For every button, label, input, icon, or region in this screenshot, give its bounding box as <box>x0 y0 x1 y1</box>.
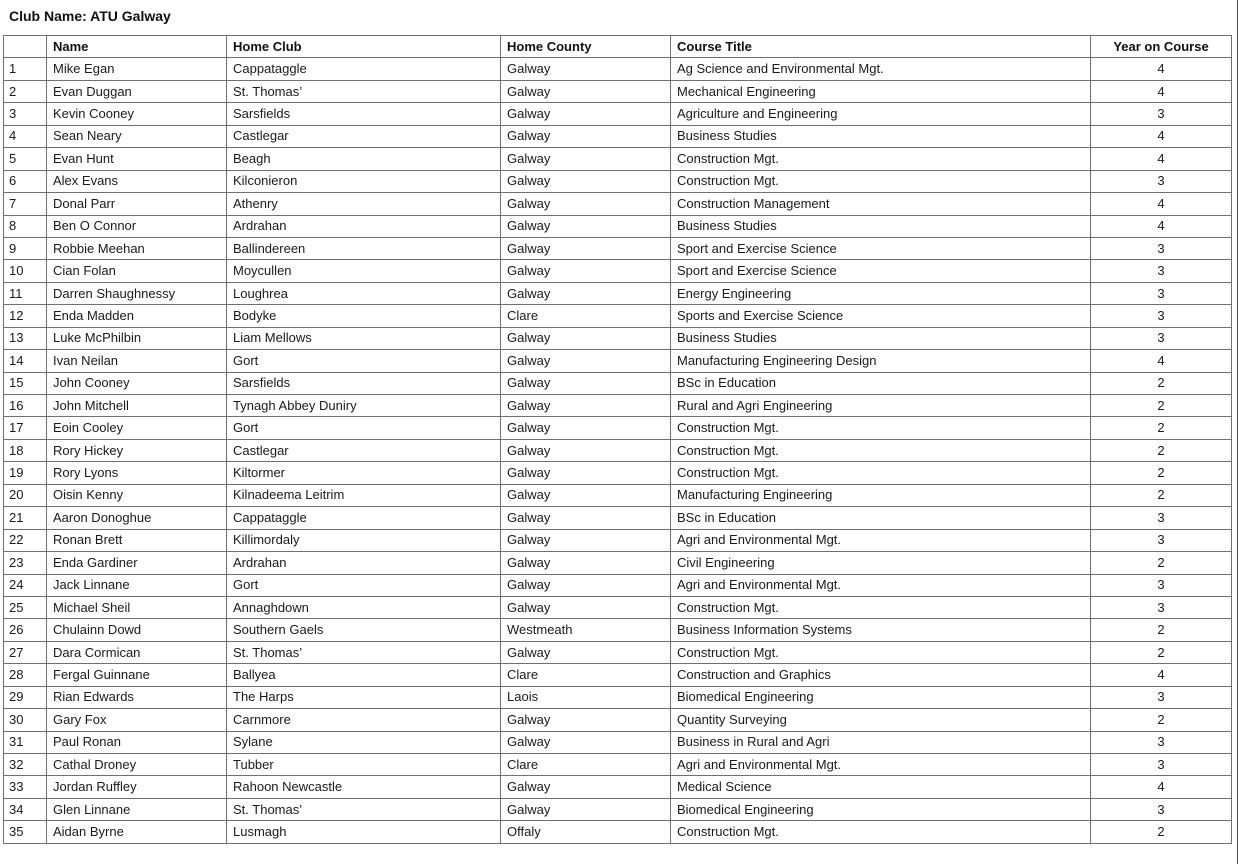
table-row <box>4 103 1232 125</box>
year-on-course-cell: 3 <box>1091 305 1232 327</box>
home-club-cell: Sylane <box>227 731 501 753</box>
course-title-cell: Business Information Systems <box>671 619 1091 641</box>
player-name-cell: Alex Evans <box>47 170 227 192</box>
home-county-cell: Galway <box>501 237 671 259</box>
home-club-cell: Cappataggle <box>227 507 501 529</box>
table-row <box>4 237 1232 259</box>
table-row <box>4 596 1232 618</box>
table-row <box>4 215 1232 237</box>
home-county-cell: Galway <box>501 148 671 170</box>
year-on-course-cell: 3 <box>1091 529 1232 551</box>
player-name-cell: Paul Ronan <box>47 731 227 753</box>
course-title-cell: BSc in Education <box>671 507 1091 529</box>
row-number-cell: 15 <box>4 372 47 394</box>
home-club-cell: St. Thomas’ <box>227 798 501 820</box>
table-row <box>4 709 1232 731</box>
home-county-cell: Galway <box>501 80 671 102</box>
table-row <box>4 170 1232 192</box>
table-row <box>4 417 1232 439</box>
row-number-cell: 10 <box>4 260 47 282</box>
player-name-cell: Dara Cormican <box>47 641 227 663</box>
player-name-cell: Rory Lyons <box>47 462 227 484</box>
table-row <box>4 821 1232 843</box>
home-county-cell: Galway <box>501 103 671 125</box>
table-header <box>4 36 1232 58</box>
course-title-cell: Construction Mgt. <box>671 641 1091 663</box>
course-title-cell: Sport and Exercise Science <box>671 260 1091 282</box>
home-county-cell: Galway <box>501 574 671 596</box>
table-row <box>4 529 1232 551</box>
row-number-cell: 7 <box>4 193 47 215</box>
home-county-cell: Galway <box>501 484 671 506</box>
table-row <box>4 260 1232 282</box>
home-club-cell: Rahoon Newcastle <box>227 776 501 798</box>
table-row <box>4 305 1232 327</box>
home-club-cell: Tubber <box>227 754 501 776</box>
home-county-cell: Galway <box>501 417 671 439</box>
year-on-course-cell: 4 <box>1091 776 1232 798</box>
home-county-cell: Galway <box>501 709 671 731</box>
home-club-cell: Lusmagh <box>227 821 501 843</box>
course-title-cell: Biomedical Engineering <box>671 798 1091 820</box>
row-number-cell: 12 <box>4 305 47 327</box>
player-name-cell: Cian Folan <box>47 260 227 282</box>
player-name-cell: Evan Hunt <box>47 148 227 170</box>
player-name-cell: Ben O Connor <box>47 215 227 237</box>
row-number-cell: 16 <box>4 395 47 417</box>
home-club-cell: Castlegar <box>227 125 501 147</box>
year-on-course-cell: 3 <box>1091 507 1232 529</box>
home-club-cell: Sarsfields <box>227 103 501 125</box>
home-county-cell: Offaly <box>501 821 671 843</box>
home-club-cell: The Harps <box>227 686 501 708</box>
course-title-cell: Construction Mgt. <box>671 821 1091 843</box>
row-number-cell: 26 <box>4 619 47 641</box>
course-title-cell: Construction and Graphics <box>671 664 1091 686</box>
home-club-cell: Annaghdown <box>227 596 501 618</box>
course-title-cell: Energy Engineering <box>671 282 1091 304</box>
player-name-cell: John Mitchell <box>47 395 227 417</box>
row-number-cell: 1 <box>4 58 47 80</box>
course-title-cell: Agriculture and Engineering <box>671 103 1091 125</box>
row-number-cell: 6 <box>4 170 47 192</box>
year-on-course-cell: 2 <box>1091 709 1232 731</box>
table-row <box>4 80 1232 102</box>
year-on-course-cell: 2 <box>1091 439 1232 461</box>
header-row <box>4 36 1232 58</box>
home-club-cell: Carnmore <box>227 709 501 731</box>
row-number-cell: 34 <box>4 798 47 820</box>
home-club-cell: Kilnadeema Leitrim <box>227 484 501 506</box>
year-on-course-cell: 3 <box>1091 327 1232 349</box>
row-number-cell: 8 <box>4 215 47 237</box>
home-county-cell: Galway <box>501 731 671 753</box>
table-row <box>4 686 1232 708</box>
home-club-cell: Ballindereen <box>227 237 501 259</box>
home-club-cell: Loughrea <box>227 282 501 304</box>
row-number-cell: 13 <box>4 327 47 349</box>
year-on-course-cell: 2 <box>1091 462 1232 484</box>
table-row <box>4 395 1232 417</box>
home-county-cell: Clare <box>501 664 671 686</box>
player-name-cell: Luke McPhilbin <box>47 327 227 349</box>
table-row <box>4 574 1232 596</box>
year-on-course-cell: 3 <box>1091 103 1232 125</box>
player-name-cell: Oisin Kenny <box>47 484 227 506</box>
year-on-course-cell: 4 <box>1091 58 1232 80</box>
year-on-course-cell: 3 <box>1091 754 1232 776</box>
home-club-cell: Gort <box>227 417 501 439</box>
row-number-cell: 19 <box>4 462 47 484</box>
player-name-cell: Aaron Donoghue <box>47 507 227 529</box>
player-name-cell: Eoin Cooley <box>47 417 227 439</box>
year-on-course-cell: 2 <box>1091 484 1232 506</box>
home-county-cell: Galway <box>501 193 671 215</box>
table-body <box>4 58 1232 843</box>
page-edge-line <box>1237 0 1238 864</box>
home-club-cell: Liam Mellows <box>227 327 501 349</box>
row-number-cell: 25 <box>4 596 47 618</box>
header-course-title: Course Title <box>671 36 1091 58</box>
home-county-cell: Galway <box>501 507 671 529</box>
year-on-course-cell: 2 <box>1091 641 1232 663</box>
home-county-cell: Galway <box>501 798 671 820</box>
course-title-cell: Construction Mgt. <box>671 417 1091 439</box>
course-title-cell: Manufacturing Engineering <box>671 484 1091 506</box>
player-name-cell: Gary Fox <box>47 709 227 731</box>
row-number-cell: 30 <box>4 709 47 731</box>
table-row <box>4 350 1232 372</box>
table-row <box>4 754 1232 776</box>
player-name-cell: Jordan Ruffley <box>47 776 227 798</box>
row-number-cell: 4 <box>4 125 47 147</box>
course-title-cell: Business in Rural and Agri <box>671 731 1091 753</box>
row-number-cell: 9 <box>4 237 47 259</box>
player-name-cell: Chulainn Dowd <box>47 619 227 641</box>
year-on-course-cell: 3 <box>1091 170 1232 192</box>
home-club-cell: Ballyea <box>227 664 501 686</box>
player-name-cell: Donal Parr <box>47 193 227 215</box>
year-on-course-cell: 3 <box>1091 686 1232 708</box>
home-county-cell: Galway <box>501 596 671 618</box>
course-title-cell: Construction Mgt. <box>671 148 1091 170</box>
row-number-cell: 27 <box>4 641 47 663</box>
home-club-cell: Castlegar <box>227 439 501 461</box>
year-on-course-cell: 4 <box>1091 664 1232 686</box>
home-club-cell: Kiltormer <box>227 462 501 484</box>
home-county-cell: Galway <box>501 395 671 417</box>
club-name-heading: Club Name: ATU Galway <box>9 8 171 24</box>
table-row <box>4 439 1232 461</box>
year-on-course-cell: 2 <box>1091 821 1232 843</box>
row-number-cell: 20 <box>4 484 47 506</box>
player-name-cell: Kevin Cooney <box>47 103 227 125</box>
home-county-cell: Galway <box>501 529 671 551</box>
row-number-cell: 2 <box>4 80 47 102</box>
home-county-cell: Galway <box>501 58 671 80</box>
table-row <box>4 193 1232 215</box>
course-title-cell: Construction Mgt. <box>671 439 1091 461</box>
home-county-cell: Galway <box>501 170 671 192</box>
player-name-cell: Cathal Droney <box>47 754 227 776</box>
course-title-cell: Construction Mgt. <box>671 596 1091 618</box>
home-club-cell: Gort <box>227 350 501 372</box>
table-row <box>4 327 1232 349</box>
course-title-cell: BSc in Education <box>671 372 1091 394</box>
row-number-cell: 23 <box>4 552 47 574</box>
home-county-cell: Galway <box>501 372 671 394</box>
year-on-course-cell: 4 <box>1091 125 1232 147</box>
player-name-cell: Darren Shaughnessy <box>47 282 227 304</box>
course-title-cell: Agri and Environmental Mgt. <box>671 529 1091 551</box>
row-number-cell: 24 <box>4 574 47 596</box>
year-on-course-cell: 3 <box>1091 798 1232 820</box>
home-county-cell: Galway <box>501 125 671 147</box>
player-name-cell: Sean Neary <box>47 125 227 147</box>
year-on-course-cell: 3 <box>1091 282 1232 304</box>
row-number-cell: 33 <box>4 776 47 798</box>
header-home-county: Home County <box>501 36 671 58</box>
home-county-cell: Galway <box>501 260 671 282</box>
course-title-cell: Rural and Agri Engineering <box>671 395 1091 417</box>
player-name-cell: Enda Madden <box>47 305 227 327</box>
row-number-cell: 22 <box>4 529 47 551</box>
year-on-course-cell: 4 <box>1091 80 1232 102</box>
row-number-cell: 3 <box>4 103 47 125</box>
home-club-cell: Kilconieron <box>227 170 501 192</box>
home-club-cell: Bodyke <box>227 305 501 327</box>
table-row <box>4 58 1232 80</box>
table-row <box>4 776 1232 798</box>
course-title-cell: Agri and Environmental Mgt. <box>671 574 1091 596</box>
year-on-course-cell: 3 <box>1091 596 1232 618</box>
course-title-cell: Manufacturing Engineering Design <box>671 350 1091 372</box>
player-name-cell: Ivan Neilan <box>47 350 227 372</box>
home-club-cell: Sarsfields <box>227 372 501 394</box>
row-number-cell: 21 <box>4 507 47 529</box>
table-row <box>4 731 1232 753</box>
home-club-cell: Moycullen <box>227 260 501 282</box>
player-name-cell: Mike Egan <box>47 58 227 80</box>
year-on-course-cell: 4 <box>1091 193 1232 215</box>
home-club-cell: Southern Gaels <box>227 619 501 641</box>
player-name-cell: Ronan Brett <box>47 529 227 551</box>
home-county-cell: Clare <box>501 305 671 327</box>
course-title-cell: Business Studies <box>671 215 1091 237</box>
home-club-cell: Ardrahan <box>227 215 501 237</box>
row-number-cell: 14 <box>4 350 47 372</box>
year-on-course-cell: 3 <box>1091 237 1232 259</box>
table-row <box>4 282 1232 304</box>
year-on-course-cell: 4 <box>1091 148 1232 170</box>
course-title-cell: Sports and Exercise Science <box>671 305 1091 327</box>
table-row <box>4 619 1232 641</box>
course-title-cell: Agri and Environmental Mgt. <box>671 754 1091 776</box>
home-club-cell: Ardrahan <box>227 552 501 574</box>
row-number-cell: 18 <box>4 439 47 461</box>
table-row <box>4 664 1232 686</box>
course-title-cell: Business Studies <box>671 327 1091 349</box>
table-row <box>4 507 1232 529</box>
player-name-cell: Jack Linnane <box>47 574 227 596</box>
course-title-cell: Construction Management <box>671 193 1091 215</box>
home-club-cell: St. Thomas’ <box>227 80 501 102</box>
year-on-course-cell: 3 <box>1091 260 1232 282</box>
row-number-cell: 17 <box>4 417 47 439</box>
row-number-cell: 29 <box>4 686 47 708</box>
player-name-cell: John Cooney <box>47 372 227 394</box>
player-name-cell: Rory Hickey <box>47 439 227 461</box>
home-county-cell: Galway <box>501 215 671 237</box>
header-home-club: Home Club <box>227 36 501 58</box>
year-on-course-cell: 2 <box>1091 552 1232 574</box>
home-county-cell: Westmeath <box>501 619 671 641</box>
home-county-cell: Galway <box>501 282 671 304</box>
player-name-cell: Robbie Meehan <box>47 237 227 259</box>
player-roster-table <box>3 35 1232 844</box>
row-number-cell: 11 <box>4 282 47 304</box>
home-club-cell: Tynagh Abbey Duniry <box>227 395 501 417</box>
course-title-cell: Business Studies <box>671 125 1091 147</box>
row-number-cell: 5 <box>4 148 47 170</box>
table-row <box>4 462 1232 484</box>
home-county-cell: Galway <box>501 462 671 484</box>
home-club-cell: Gort <box>227 574 501 596</box>
course-title-cell: Civil Engineering <box>671 552 1091 574</box>
year-on-course-cell: 4 <box>1091 215 1232 237</box>
row-number-cell: 28 <box>4 664 47 686</box>
table-row <box>4 125 1232 147</box>
home-club-cell: Cappataggle <box>227 58 501 80</box>
course-title-cell: Sport and Exercise Science <box>671 237 1091 259</box>
home-county-cell: Galway <box>501 641 671 663</box>
table-row <box>4 798 1232 820</box>
table-row <box>4 484 1232 506</box>
player-name-cell: Fergal Guinnane <box>47 664 227 686</box>
home-county-cell: Galway <box>501 327 671 349</box>
player-name-cell: Evan Duggan <box>47 80 227 102</box>
year-on-course-cell: 2 <box>1091 619 1232 641</box>
year-on-course-cell: 4 <box>1091 350 1232 372</box>
course-title-cell: Medical Science <box>671 776 1091 798</box>
course-title-cell: Construction Mgt. <box>671 462 1091 484</box>
course-title-cell: Mechanical Engineering <box>671 80 1091 102</box>
header-number <box>4 36 47 58</box>
home-county-cell: Galway <box>501 776 671 798</box>
header-name: Name <box>47 36 227 58</box>
table-row <box>4 641 1232 663</box>
home-county-cell: Galway <box>501 552 671 574</box>
row-number-cell: 35 <box>4 821 47 843</box>
row-number-cell: 31 <box>4 731 47 753</box>
course-title-cell: Quantity Surveying <box>671 709 1091 731</box>
player-name-cell: Glen Linnane <box>47 798 227 820</box>
header-year-on-course: Year on Course <box>1091 36 1232 58</box>
player-name-cell: Aidan Byrne <box>47 821 227 843</box>
year-on-course-cell: 2 <box>1091 372 1232 394</box>
home-club-cell: Athenry <box>227 193 501 215</box>
year-on-course-cell: 3 <box>1091 574 1232 596</box>
home-club-cell: Beagh <box>227 148 501 170</box>
year-on-course-cell: 2 <box>1091 417 1232 439</box>
home-county-cell: Galway <box>501 439 671 461</box>
table-row <box>4 148 1232 170</box>
year-on-course-cell: 3 <box>1091 731 1232 753</box>
table-row <box>4 372 1232 394</box>
home-county-cell: Laois <box>501 686 671 708</box>
home-county-cell: Galway <box>501 350 671 372</box>
course-title-cell: Construction Mgt. <box>671 170 1091 192</box>
home-club-cell: St. Thomas’ <box>227 641 501 663</box>
home-club-cell: Killimordaly <box>227 529 501 551</box>
course-title-cell: Ag Science and Environmental Mgt. <box>671 58 1091 80</box>
home-county-cell: Clare <box>501 754 671 776</box>
player-name-cell: Rian Edwards <box>47 686 227 708</box>
year-on-course-cell: 2 <box>1091 395 1232 417</box>
player-name-cell: Michael Sheil <box>47 596 227 618</box>
table-row <box>4 552 1232 574</box>
course-title-cell: Biomedical Engineering <box>671 686 1091 708</box>
row-number-cell: 32 <box>4 754 47 776</box>
player-name-cell: Enda Gardiner <box>47 552 227 574</box>
